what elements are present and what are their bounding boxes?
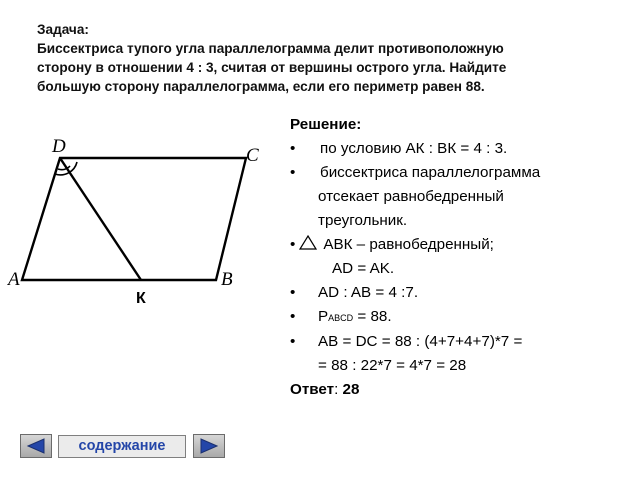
triangle-icon — [299, 235, 317, 250]
solution-item-1 — [290, 137, 620, 161]
bullet: • — [290, 164, 296, 181]
vertex-label-b: B — [221, 269, 233, 290]
solution-text-cont: отсекает равнобедренный — [318, 188, 504, 205]
solution-text-cont: треугольник. — [318, 212, 408, 229]
perimeter-subscript: ABCD — [328, 313, 354, 323]
solution-item-2 — [290, 161, 620, 185]
contents-button[interactable]: содержание — [58, 435, 186, 458]
bisector-dk — [60, 158, 141, 280]
bullet: • — [290, 140, 296, 157]
parallelogram-abcd — [22, 158, 246, 280]
bullet: • — [290, 333, 296, 350]
answer-colon: : — [334, 381, 339, 398]
point-label-k: К — [136, 290, 146, 307]
answer-value: 28 — [342, 381, 360, 398]
perimeter-line — [290, 305, 620, 330]
solution-text: по условию АК : ВК = 4 : 3. — [320, 140, 508, 157]
answer-label: Ответ — [290, 381, 335, 398]
solution-item-6 — [290, 330, 620, 354]
solution-heading: Решение: — [290, 116, 362, 133]
solution-block — [290, 113, 620, 402]
answer-line — [290, 378, 620, 402]
parallelogram-figure — [8, 130, 280, 310]
solution-item-4 — [290, 281, 620, 305]
task-line-1: Биссектриса тупого угла параллелограмма делит противоположную — [37, 41, 504, 56]
prev-button[interactable] — [20, 434, 52, 458]
solution-text-cont: AD = AK. — [332, 260, 395, 277]
vertex-label-c: C — [246, 145, 259, 166]
solution-text: АВК – равнобедренный; — [323, 236, 494, 253]
solution-text: AD : AB = 4 :7. — [318, 284, 419, 301]
vertex-label-d: D — [52, 136, 66, 157]
left-arrow-icon — [26, 438, 46, 454]
vertex-label-a: A — [8, 269, 20, 290]
task-line-3: большую сторону параллелограмма, если его периметр равен 88. — [37, 79, 485, 94]
perimeter-value: = 88. — [357, 308, 392, 325]
solution-text-cont: = 88 : 22*7 = 4*7 = 28 — [318, 357, 467, 374]
next-button[interactable] — [193, 434, 225, 458]
right-arrow-icon — [199, 438, 219, 454]
task-line-2: сторону в отношении 4 : 3, считая от вершины острого угла. Найдите — [37, 60, 507, 75]
bullet: • — [290, 308, 296, 325]
solution-text: биссектриса параллелограмма — [320, 164, 541, 181]
solution-item-3 — [290, 233, 620, 257]
task-title: Задача: — [37, 22, 89, 37]
solution-item-5 — [290, 305, 620, 330]
perimeter-symbol: P — [318, 308, 329, 325]
bullet: • — [290, 284, 296, 301]
task-text — [37, 20, 617, 96]
solution-text: AB = DC = 88 : (4+7+4+7)*7 = — [318, 333, 523, 350]
bullet: • — [290, 236, 296, 253]
